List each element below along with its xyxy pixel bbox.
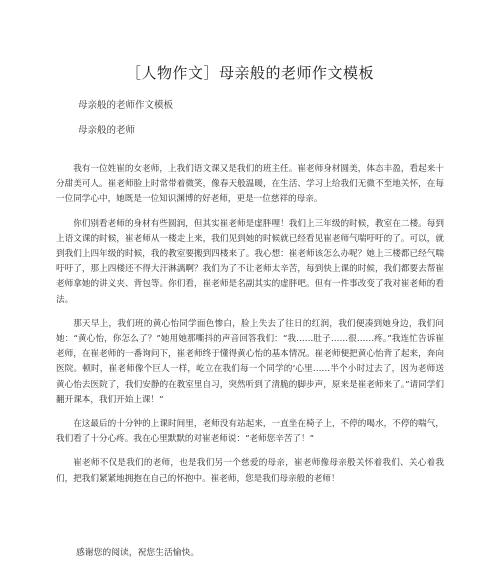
paragraph-4: 在这最后的十分钟的上课时间里，老师没有站起来，一直坐在椅子上，不停的喝水，不停的喘气，我们看了十分心疼。我在心里默默的对崔老师说：“老师您辛苦了！” <box>56 419 444 445</box>
paragraph-3: 那天早上，我们班的黄心怡同学面色惨白，脸上失去了往日的红润，我们便凑到她身边，我们问她：“黄心怡，你怎么了？”她用她那嘶抖的声音回答我们：“我……肚子……很……疼。”我连忙告诉崔老师，在崔老师的一番询问下，崔老师终于懂得黄心怡的基本情况。崔老师便把黄心怡背了起来，奔向医院。顿时，崔老师像个巨人一样，屹立在我们每一个同学的‘心里……半个小时过去了，因为老师送黄心怡去医院了，我们安静的在教室里自习，突然听到了清脆的脚步声，原来是崔老师来了。”请同学们翻开课本，我们开始上课！” <box>56 318 444 405</box>
essay-body <box>56 162 444 496</box>
paragraph-5: 崔老师不仅是我们的老师，也是我们另一个慈爱的母亲，崔老师像母亲般关怀着我们、关心着我们，把我们紧紧地拥抱在自己的怀抱中。崔老师，您是我们母亲般的老师！ <box>56 458 444 484</box>
document-title: ［人物作文］母亲般的老师作文模板 <box>125 64 374 82</box>
subtitle-essay: 母亲般的老师 <box>78 125 136 136</box>
subtitle-template: 母亲般的老师作文模板 <box>78 100 174 111</box>
closing-line: 感谢您的阅读，祝您生活愉快。 <box>76 548 200 558</box>
paragraph-1: 我有一位姓崔的女老师，上我们语文课又是我们的班主任。崔老师身材圆美，体态丰盈，看起来十分甜美可人。崔老师脸上时常带着微笑，像春天般温暖，在生活、学习上给我们无微不至地关怀，在每一位同学心中，她既是一位知识渊博的好老师，更是一位慈祥的母亲。 <box>56 164 444 205</box>
paragraph-2: 你们别看老师的身材有些圆润，但其实崔老师是虚胖哩！我们上三年级的时候，教室在二楼。每到上语文课的时候，崔老师从一楼走上来，我们见到她的时候就已经看见崔老师气喘吁吁的了。可以，就到我们上四年级的时候，我的教室要搬到四楼来了。我心想：崔老师该怎么办呢？她上三楼都已经气喘吁吁了，那上四楼还不得大汗淋漓啊？我们为了不让老师太辛苦，每到快上课的时候，我们都要去帮崔老师拿她的讲义夹、背包等。你们看，崔老师是名副其实的虚胖吧。但有一件事改变了我对崔老师的看法。 <box>56 218 444 305</box>
